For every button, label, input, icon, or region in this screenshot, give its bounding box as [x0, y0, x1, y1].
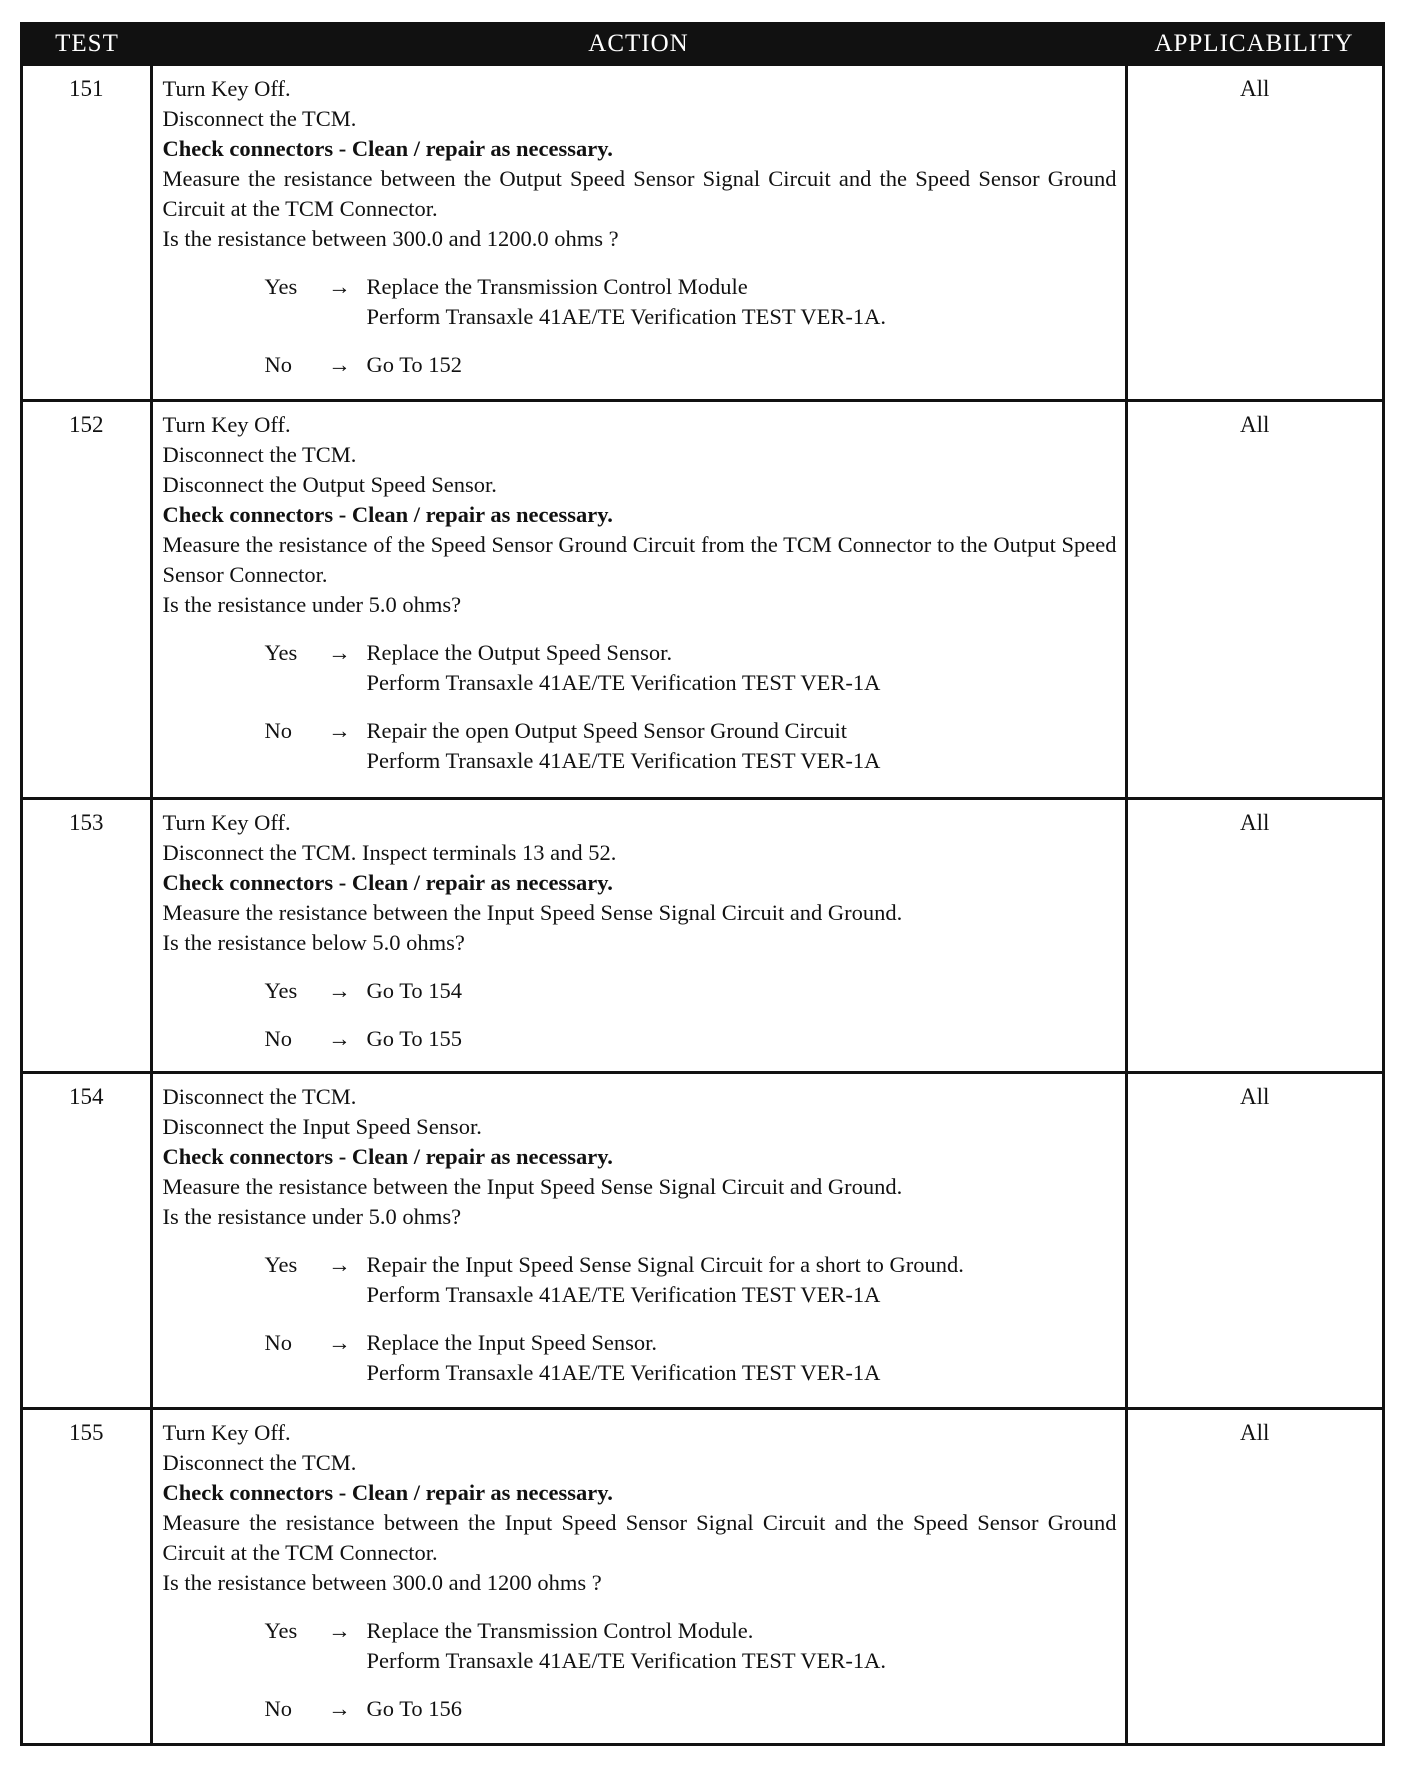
check-connectors-note: Check connectors - Clean / repair as necessary. [162, 1144, 613, 1169]
test-number: 152 [23, 401, 151, 799]
yes-label: Yes [264, 1618, 298, 1643]
yes-result-line: Perform Transaxle 41AE/TE Verification TEST VER-1A [366, 1282, 881, 1307]
arrow-right-icon: → [328, 718, 351, 743]
measure-instruction: Measure the resistance of the Speed Sensor Ground Circuit from the TCM Connector to the Output Speed Sensor Connector. [162, 532, 1117, 587]
yes-label: Yes [264, 640, 298, 665]
no-branch [265, 1024, 1117, 1054]
check-connectors-note: Check connectors - Clean / repair as necessary. [162, 502, 613, 527]
test-number: 154 [23, 1073, 151, 1409]
check-connectors-note: Check connectors - Clean / repair as necessary. [162, 1480, 613, 1505]
no-result-line: Perform Transaxle 41AE/TE Verification TEST VER-1A [366, 748, 881, 773]
action-step: Turn Key Off. [162, 76, 291, 101]
test-question: Is the resistance between 300.0 and 1200 ohms ? [162, 1570, 602, 1595]
no-result [367, 350, 1117, 380]
test-number: 155 [23, 1409, 151, 1744]
test-row-152 [23, 401, 1382, 799]
header-applicability: APPLICABILITY [1126, 25, 1382, 65]
applicability-value: All [1126, 1409, 1382, 1744]
no-result [367, 1328, 1117, 1388]
no-result-line: Perform Transaxle 41AE/TE Verification TEST VER-1A [366, 1360, 881, 1385]
action-step: Turn Key Off. [162, 412, 291, 437]
applicability-value: All [1126, 799, 1382, 1073]
action-cell [151, 1409, 1126, 1744]
no-result-line: Go To 152 [366, 352, 463, 377]
arrow-right-icon: → [328, 1026, 351, 1052]
check-connectors-note: Check connectors - Clean / repair as necessary. [162, 870, 613, 896]
yes-label: Yes [264, 274, 298, 299]
yes-result-line: Replace the Output Speed Sensor. [366, 640, 673, 665]
yes-result [367, 976, 1117, 1006]
yes-branch [265, 976, 1117, 1006]
yes-result [367, 1250, 1117, 1310]
arrow-right-icon: → [328, 352, 351, 377]
action-cell [151, 401, 1126, 799]
diagnostic-test-table [20, 22, 1385, 1746]
action-step: Disconnect the Output Speed Sensor. [162, 472, 497, 497]
no-branch [265, 1694, 1117, 1724]
test-number: 153 [23, 799, 151, 1073]
no-result [367, 1024, 1117, 1054]
arrow-right-icon: → [328, 1618, 351, 1643]
no-result-line: Repair the open Output Speed Sensor Ground Circuit [366, 718, 848, 743]
no-result [367, 1694, 1117, 1724]
yes-branch [265, 638, 1117, 698]
action-step: Disconnect the TCM. [162, 1450, 357, 1475]
test-row-155 [23, 1409, 1382, 1744]
yes-result [367, 638, 1117, 698]
no-result [367, 716, 1117, 776]
measure-instruction: Measure the resistance between the Input Speed Sense Signal Circuit and Ground. [162, 900, 903, 926]
action-step: Turn Key Off. [162, 1420, 291, 1445]
action-step: Disconnect the TCM. [162, 106, 357, 131]
test-question: Is the resistance between 300.0 and 1200.0 ohms ? [162, 226, 619, 251]
applicability-value: All [1126, 65, 1382, 401]
yes-result-line: Go To 154 [366, 978, 463, 1004]
check-connectors-note: Check connectors - Clean / repair as necessary. [162, 136, 613, 161]
yes-label: Yes [264, 1252, 298, 1277]
yes-result-line: Replace the Transmission Control Module. [366, 1618, 754, 1643]
no-label: No [264, 1696, 292, 1721]
action-step: Turn Key Off. [162, 810, 291, 836]
no-result-line: Replace the Input Speed Sensor. [366, 1330, 658, 1355]
action-step: Disconnect the TCM. [162, 442, 357, 467]
test-question: Is the resistance under 5.0 ohms? [162, 592, 462, 617]
arrow-right-icon: → [328, 1252, 351, 1277]
test-question: Is the resistance below 5.0 ohms? [162, 930, 465, 956]
no-label: No [264, 718, 292, 743]
arrow-right-icon: → [328, 1330, 351, 1355]
yes-result-line: Repair the Input Speed Sense Signal Circuit for a short to Ground. [366, 1252, 964, 1277]
no-label: No [264, 1330, 292, 1355]
measure-instruction: Measure the resistance between the Output Speed Sensor Signal Circuit and the Speed Sensor Ground Circuit at the TCM Connector. [162, 166, 1117, 221]
action-cell [151, 799, 1126, 1073]
yes-result [367, 1616, 1117, 1676]
arrow-right-icon: → [328, 978, 351, 1004]
test-row-151 [23, 65, 1382, 401]
table-header-row [23, 25, 1382, 65]
applicability-value: All [1126, 1073, 1382, 1409]
header-test: TEST [23, 25, 151, 65]
yes-label: Yes [264, 978, 298, 1004]
test-number: 151 [23, 65, 151, 401]
test-row-153 [23, 799, 1382, 1073]
yes-branch [265, 272, 1117, 332]
no-result-line: Go To 156 [366, 1696, 463, 1721]
yes-result-line: Perform Transaxle 41AE/TE Verification TEST VER-1A. [366, 1648, 887, 1673]
no-branch [265, 350, 1117, 380]
yes-result-line: Replace the Transmission Control Module [366, 274, 748, 299]
yes-branch [265, 1616, 1117, 1676]
yes-branch [265, 1250, 1117, 1310]
applicability-value: All [1126, 401, 1382, 799]
arrow-right-icon: → [328, 1696, 351, 1721]
action-step: Disconnect the TCM. Inspect terminals 13 and 52. [162, 840, 617, 866]
yes-result-line: Perform Transaxle 41AE/TE Verification TEST VER-1A [366, 670, 881, 695]
test-row-154 [23, 1073, 1382, 1409]
no-branch [265, 1328, 1117, 1388]
action-cell [151, 65, 1126, 401]
action-step: Disconnect the Input Speed Sensor. [162, 1114, 482, 1139]
yes-result [367, 272, 1117, 332]
test-question: Is the resistance under 5.0 ohms? [162, 1204, 462, 1229]
arrow-right-icon: → [328, 640, 351, 665]
no-label: No [264, 1026, 292, 1052]
yes-result-line: Perform Transaxle 41AE/TE Verification TEST VER-1A. [366, 304, 887, 329]
action-cell [151, 1073, 1126, 1409]
measure-instruction: Measure the resistance between the Input Speed Sense Signal Circuit and Ground. [162, 1174, 903, 1199]
no-label: No [264, 352, 292, 377]
no-result-line: Go To 155 [366, 1026, 463, 1052]
measure-instruction: Measure the resistance between the Input Speed Sensor Signal Circuit and the Speed Sensor Ground Circuit at the TCM Connector. [162, 1510, 1117, 1565]
arrow-right-icon: → [328, 274, 351, 299]
no-branch [265, 716, 1117, 776]
action-step: Disconnect the TCM. [162, 1084, 357, 1109]
header-action: ACTION [151, 25, 1126, 65]
